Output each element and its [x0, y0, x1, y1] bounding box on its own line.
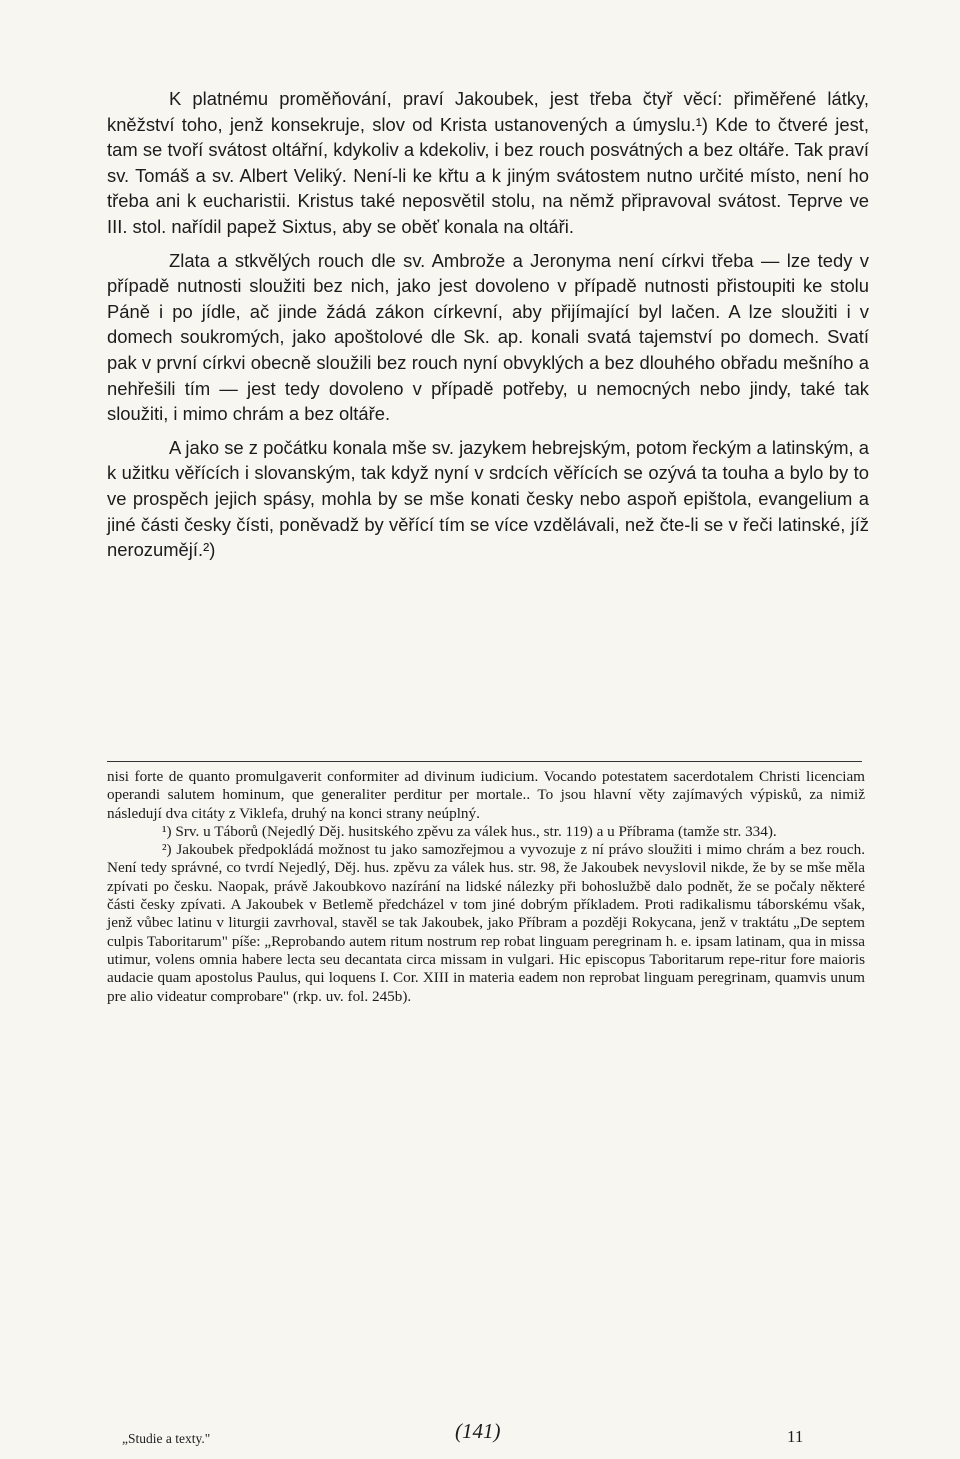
paragraph-3: A jako se z počátku konala mše sv. jazykem hebrejským, potom řeckým a latinským, a k užitku věřících i slovanským, tak když nyní v srdcích věřících se ozývá ta touha a bylo by to ve prospěch jejich spásy, mohla by se mše konati česky nebo aspoň epištola, evangelium a jiné části česky čísti, poněvadž by věřící tím se více vzdělávali, než čte-li se v řeči latinské, jíž nerozumějí.²)	[107, 436, 869, 561]
main-text	[107, 86, 869, 563]
footnotes	[107, 768, 865, 1006]
signature-mark: 11	[787, 1427, 804, 1446]
page-footer	[107, 1419, 865, 1459]
paragraph-1: K platnému proměňování, praví Jakoubek, jest třeba čtyř věcí: přiměřené látky, kněžství toho, jenž konsekruje, slov od Krista ustanovených a úmyslu.¹) Kde to čtveré jest, tam se tvoří svátost oltářní, kdykoliv a kdekoliv, i bez rouch posvátných a bez oltáře. Tak praví sv. Tomáš a sv. Albert Veliký. Není-li ke křtu a k jiným svátostem nutno určité místo, není ho třeba ani k eucharistii. Kristus také neposvětil stolu, na němž připravoval svátost. Teprve ve III. stol. nařídil papež Sixtus, aby se oběť konala na oltáři.	[107, 88, 869, 237]
footnote-divider	[107, 761, 862, 762]
paragraph-2: Zlata a stkvělých rouch dle sv. Ambrože a Jeronyma není církvi třeba — lze tedy v případě nutnosti sloužiti bez nich, jako jest dovoleno v případě nutnosti přistoupiti ke stolu Páně i po jídle, ač jinde žádá zákon církevní, aby přijímající byl lačen. A lze sloužiti i v domech soukromých, jako apoštolové dle Sk. ap. konali svatá tajemství po domech. Svatí pak v první církvi obecně sloužili bez rouch nyní obvyklých a bez dlouhého obřadu mešního a nehřešili tím — jest tedy dovoleno v případě potřeby, u nemocných nebo jindy, také tak sloužiti, i mimo chrám a bez oltáře.	[107, 249, 869, 425]
footnote-1: ¹) Srv. u Táborů (Nejedlý Děj. husitského zpěvu za válek hus., str. 119) a u Příbrama (tamže str. 334).	[162, 822, 777, 840]
page-number: (141)	[455, 1419, 501, 1443]
footnote-2: ²) Jakoubek předpokládá možnost tu jako samozřejmou a vyvozuje z ní právo sloužiti i mimo chrám a bez rouch. Není tedy správné, co tvrdí Nejedlý, Děj. hus. zpěvu za válek hus. str. 98, že Jakoubek nevyslovil nikde, že by se mše měla zpívati po česku. Naopak, právě Jakoubkovo nazírání na lidské nálezky při bohoslužbě dalo podnět, že se počaly některé části česky zpívati. A Jakoubek v Betlemě předcházel v tom jiné dobrým příkladem. Proti radikalismu táborskému však, jenž vůbec latinu v liturgii zavrhoval, stavěl se tak Jakoubek, jako Příbram a později Rokycana, jenž v traktátu „De septem culpis Taboritarum" píše: „Reprobando autem ritum nostrum rep robat linguam peregrinam h. e. ipsam latinam, qua in missa utimur, volens omnia habere lecta seu decantata circa missam in vulgari. Hic episcopus Taboritarum repe-ritur fore maioris audacie quam apostolus Paulus, qui loquens I. Cor. XIII in materia eadem non reprobat linguam peregrinam, quamvis unum pre alio videatur comprobare" (rkp. uv. fol. 245b).	[107, 841, 865, 1005]
footnote-continuation: nisi forte de quanto promulgaverit conformiter ad divinum iudicium. Vocando potestatem sacerdotalem Christi licenciam operandi salutem hominum, que generaliter perditur per mortale.. To jsou hlavní věty zajímavých výpisků, za nimiž následují dva citáty z Viklefa, druhý na konci strany neúplný.	[107, 768, 865, 822]
series-title: „Studie a texty."	[122, 1431, 211, 1446]
